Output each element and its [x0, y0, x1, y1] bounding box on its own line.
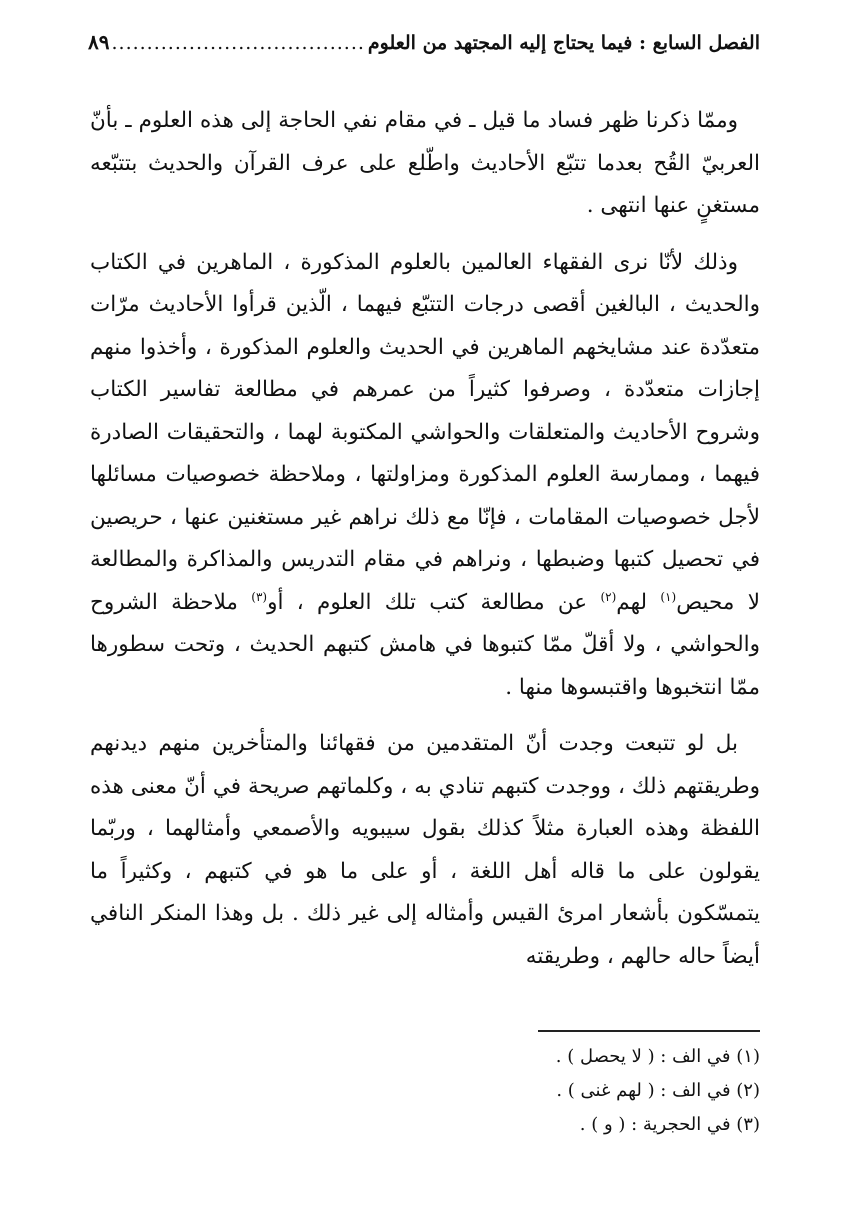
footnote-ref-1: (١): [660, 589, 677, 604]
paragraph-2-part-a: وذلك لأنّا نرى الفقهاء العالمين بالعلوم المذكورة ، الماهرين في الكتاب والحديث ، البالغين أقصى درجات التتبّع فيهما ، الّذين قرأوا الأحاديث مرّات متعدّدة عند مشايخهم الماهرين في الحديث والعلوم المذكورة ، وأخذوا منهم إجازات متعدّدة ، وصرفوا كثيراً من عمرهم في مطالعة تفاسير الكتاب وشروح الأحاديث والمتعلقات والحواشي المكتوبة لهما ، والتحقيقات الصادرة فيهما ، وممارسة العلوم المذكورة ومزاولتها ، وملاحظة خصوصيات مسائلها لأجل خصوصيات المقامات ، فإنّا مع ذلك نراهم غير مستغنين عنها ، حريصين في تحصيل كتبها وضبطها ، ونراهم في مقام التدريس والمذاكرة والمطالعة لا محيص: [90, 249, 760, 615]
page-header: [88, 30, 760, 54]
running-title: الفصل السابع : فيما يحتاج إليه المجتهد من العلوم: [367, 32, 760, 54]
paragraph-2: [90, 242, 760, 710]
footnote-3: (٣) في الحجرية : ( و ) .: [579, 1114, 760, 1135]
main-text: [90, 100, 760, 992]
paragraph-2-part-c: عن مطالعة كتب تلك العلوم ، أو: [267, 589, 601, 615]
footnotes: [300, 1040, 760, 1142]
page-number-group: [88, 30, 365, 54]
footnote-ref-3: (٣): [251, 589, 268, 604]
footnote-ref-2: (٢): [600, 589, 617, 604]
footnote-2: (٢) في الف : ( لهم غنى ) .: [556, 1080, 760, 1101]
page-number: ٨٩: [88, 30, 110, 54]
leader-dots: ....................................: [111, 32, 365, 54]
paragraph-3: بل لو تتبعت وجدت أنّ المتقدمين من فقهائنا والمتأخرين منهم ديدنهم وطريقتهم ذلك ، ووجدت كتبهم تنادي به ، وكلماتهم صريحة في أنّ معنى هذه اللفظة وهذه العبارة مثلاً كذلك بقول سيبويه والأصمعي وأمثالهما ، وربّما يقولون على ما قاله أهل اللغة ، أو على ما هو في كتبهم ، وكثيراً ما يتمسّكون بأشعار امرئ القيس وأمثاله إلى غير ذلك . بل وهذا المنكر النافي أيضاً حاله حالهم ، وطريقته: [90, 731, 760, 969]
footnote-1: (١) في الف : ( لا يحصل ) .: [555, 1046, 760, 1067]
paragraph-2-part-b: لهم: [616, 589, 661, 615]
footnote-divider: [538, 1030, 760, 1032]
paragraph-1: وممّا ذكرنا ظهر فساد ما قيل ـ في مقام نفي الحاجة إلى هذه العلوم ـ بأنّ العربيّ القُح بعدما تتبّع الأحاديث واطّلع على عرف القرآن والحديث بتتبّعه مستغنٍ عنها انتهى .: [90, 108, 760, 218]
paragraph-2-part-d: ملاحظة الشروح والحواشي ، ولا أقلّ ممّا كتبوها في هامش كتبهم الحديث ، وتحت سطورها ممّا انتخبوها واقتبسوها منها .: [90, 589, 760, 700]
